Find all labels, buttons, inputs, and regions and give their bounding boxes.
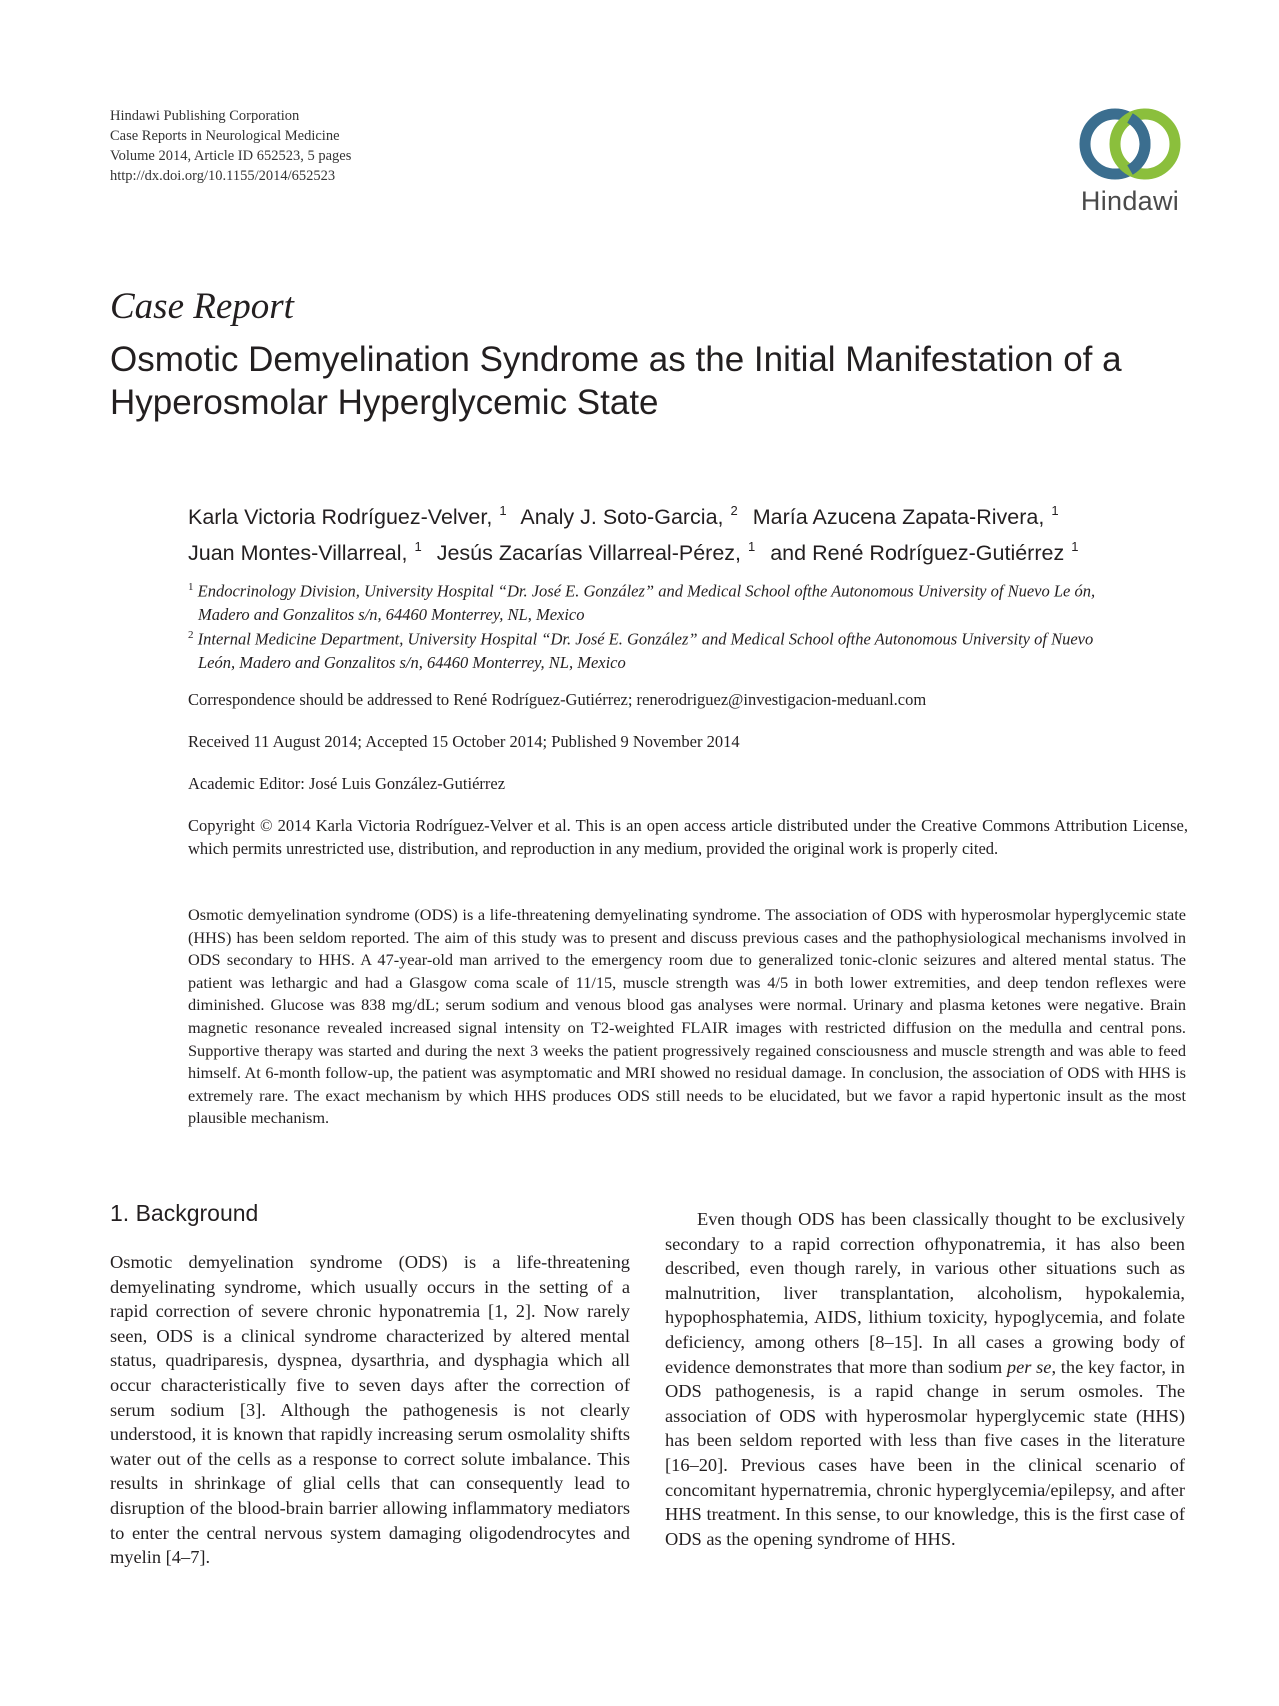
abstract: Osmotic demyelination syndrome (ODS) is a life-threatening demyelinating syndrome. The association of ODS with hyperosmolar hyperglycemic state (HHS) has been seldom reported. The aim of this study was to present and discuss previous cases and the pathophysiological mechanisms involved in ODS secondary to HHS. A 47-year-old man arrived to the emergency room due to generalized tonic-clonic seizures and altered mental status. The patient was lethargic and had a Glasgow coma scale of 11/15, muscle strength was 4/5 in both lower extremities, and deep tendon reflexes were diminished. Glucose was 838 mg/dL; serum sodium and venous blood gas analyses were normal. Urinary and plasma ketones were negative. Brain magnetic resonance revealed increased signal intensity on T2-weighted FLAIR images with restricted diffusion on the medulla and central pons. Supportive therapy was started and during the next 3 weeks the patient progressively regained consciousness and muscle strength and was able to feed himself. At 6-month follow-up, the patient was asymptomatic and MRI showed no residual damage. In conclusion, the association of ODS with HHS is extremely rare. The exact mechanism by which HHS produces ODS still needs to be elucidated, but we favor a rapid hypertonic insult as the most plausible mechanism. — [188, 905, 1186, 1128]
logo-text: Hindawi — [1080, 186, 1180, 216]
author-name: Karla Victoria Rodríguez-Velver, — [188, 505, 493, 529]
affiliation-line: León, Madero and Gonzalitos s/n, 64460 Monterrey, NL, Mexico — [198, 652, 626, 672]
author-affiliation-mark: 1 — [414, 539, 422, 554]
academic-editor: Academic Editor: José Luis González-Gutiérrez — [188, 774, 506, 793]
affiliation-line: Endocrinology Division, University Hospital “Dr. José E. González” and Medical School ofthe Autonomous University of Nuevo Le ón, — [197, 581, 1096, 601]
body-column-right — [665, 1207, 1185, 1551]
author-name: and René Rodríguez-Gutiérrez — [770, 541, 1065, 565]
affiliation-number: 2 — [188, 629, 194, 641]
author-affiliation-mark: 1 — [1071, 539, 1079, 554]
publication-header — [110, 106, 351, 186]
author-affiliation-mark: 2 — [730, 503, 738, 518]
section-heading: 1. Background — [110, 1200, 259, 1226]
paragraph-text: Even though ODS has been classically thought to be exclusively secondary to a rapid correction ofhyponatremia, it has also been described, even though rarely, in various other situations such as malnutrition, liver transplantation, alcoholism, hypokalemia, hypophosphatemia, AIDS, lithium toxicity, hypoglycemia, and folate deficiency, among others [8–15]. In all cases a growing body of evidence demonstrates that more than sodium — [665, 1209, 1185, 1377]
author-name: Juan Montes-Villarreal, — [188, 541, 408, 565]
affiliation-line: Madero and Gonzalitos s/n, 64460 Monterrey, NL, Mexico — [198, 604, 585, 624]
hindawi-rings-logo-icon — [1075, 104, 1185, 184]
author-affiliation-mark: 1 — [499, 503, 507, 518]
journal-name: Case Reports in Neurological Medicine — [110, 128, 340, 144]
affiliation-2 — [188, 624, 1188, 674]
author-affiliation-mark: 1 — [1051, 503, 1059, 518]
correspondence: Correspondence should be addressed to René Rodríguez-Gutiérrez; renerodriguez@investigacion-meduanl.com — [188, 690, 927, 709]
affiliation-1 — [188, 576, 1188, 626]
affiliation-line: Internal Medicine Department, University Hospital “Dr. José E. González” and Medical School ofthe Autonomous University of Nuevo — [197, 629, 1094, 649]
hindawi-logo — [1070, 104, 1190, 224]
paragraph-text: , the key factor, in ODS pathogenesis, is a rapid change in serum osmoles. The association of ODS with hyperosmolar hyperglycemic state (HHS) has been seldom reported with less than five cases in the literature [16–20]. Previous cases have been in the clinical scenario of concomitant hypernatremia, chronic hyperglycemia/epilepsy, and after HHS treatment. In this sense, to our knowledge, this is the first case of ODS as the opening syndrome of HHS. — [665, 1356, 1185, 1549]
paper-title: Osmotic Demyelination Syndrome as the Initial Manifestation of a Hyperosmolar Hyperglycemic State — [110, 340, 1122, 422]
body-paragraph — [665, 1207, 1185, 1551]
author-name: Jesús Zacarías Villarreal-Pérez, — [436, 541, 741, 565]
document-type: Case Report — [110, 286, 294, 327]
volume-info: Volume 2014, Article ID 652523, 5 pages — [110, 148, 352, 164]
author-list — [188, 496, 1198, 568]
author-affiliation-mark: 1 — [748, 539, 756, 554]
doi-link[interactable]: http://dx.doi.org/10.1155/2014/652523 — [110, 168, 336, 184]
affiliation-number: 1 — [188, 581, 194, 593]
author-name: Analy J. Soto-Garcia, — [520, 505, 724, 529]
publisher-name: Hindawi Publishing Corporation — [110, 108, 300, 124]
body-column-left — [110, 1250, 630, 1570]
emphasis-text: per se — [1006, 1356, 1052, 1377]
body-paragraph: Osmotic demyelination syndrome (ODS) is a life-threatening demyelinating syndrome, which usually occurs in the setting of a rapid correction of severe chronic hyponatremia [1, 2]. Now rarely seen, ODS is a clinical syndrome characterized by altered mental status, quadriparesis, dyspnea, dysarthria, and dysphagia which all occur characteristically five to seven days after the correction of serum sodium [3]. Although the pathogenesis is not clearly understood, it is known that rapidly increasing serum osmolality shifts water out of the cells as a response to correct solute imbalance. This results in shrinkage of glial cells that can consequently lead to disruption of the blood-brain barrier allowing inflammatory mediators to enter the central nervous system damaging oligodendrocytes and myelin [4–7]. — [110, 1252, 630, 1568]
publication-dates: Received 11 August 2014; Accepted 15 October 2014; Published 9 November 2014 — [188, 732, 740, 751]
author-name: María Azucena Zapata-Rivera, — [752, 505, 1045, 529]
copyright-notice: Copyright © 2014 Karla Victoria Rodríguez-Velver et al. This is an open access article distributed under the Creative Commons Attribution License, which permits unrestricted use, distribution, and reproduction in any medium, provided the original work is properly cited. — [188, 816, 1188, 858]
